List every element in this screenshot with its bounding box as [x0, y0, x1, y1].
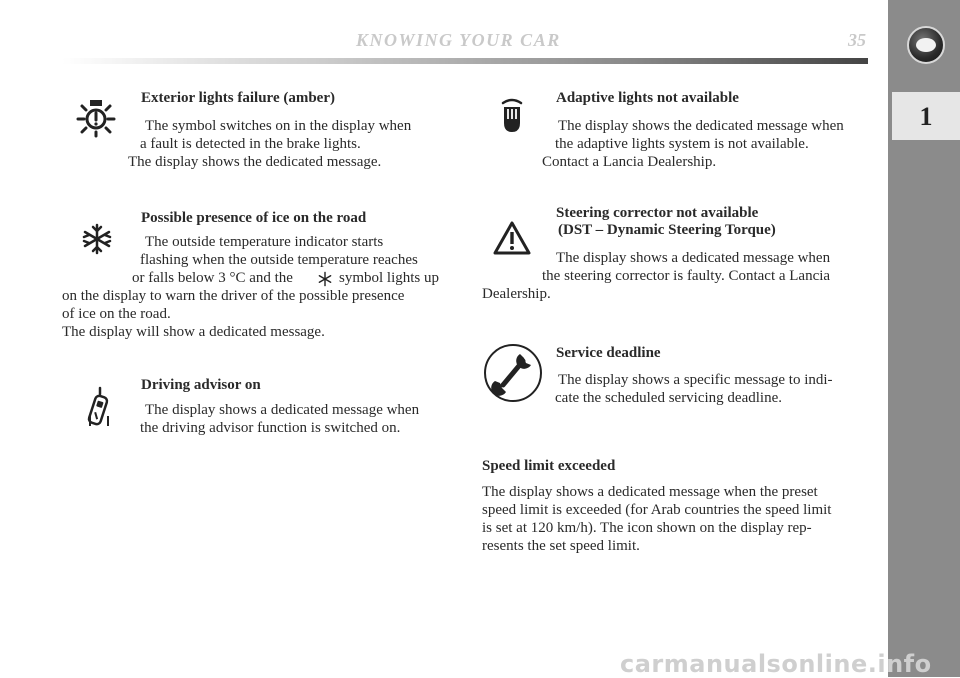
section-heading: Possible presence of ice on the road	[141, 210, 367, 226]
section-heading: Exterior lights failure (amber)	[141, 90, 335, 106]
chapter-tab[interactable]	[892, 92, 960, 140]
running-header-title: KNOWING YOUR CAR	[356, 30, 561, 50]
body-line: The display shows the dedicated message when	[558, 118, 844, 134]
body-line: The symbol switches on in the display when	[145, 118, 412, 134]
body-line: cate the scheduled servicing deadline.	[555, 390, 782, 406]
body-line: The display shows a dedicated message when	[556, 250, 831, 266]
lancia-logo-icon	[907, 26, 945, 64]
body-line: a fault is detected in the brake lights.	[140, 136, 361, 152]
header-rule	[62, 58, 868, 64]
section-heading: Driving advisor on	[141, 377, 261, 393]
warning-triangle-icon	[492, 220, 532, 256]
section-heading: Steering corrector not available	[556, 205, 759, 221]
body-line: the adaptive lights system is not available.	[555, 136, 809, 152]
body-line: The display shows a dedicated message when	[145, 402, 420, 418]
body-line: The display shows a specific message to indi-	[558, 372, 833, 388]
wrench-icon	[482, 342, 544, 404]
section-heading: Speed limit exceeded	[482, 458, 616, 474]
body-line: speed limit is exceeded (for Arab countries the speed limit	[482, 502, 832, 518]
body-line: The display shows a dedicated message when the preset	[482, 484, 818, 500]
body-line: The display shows the dedicated message.	[128, 154, 382, 170]
body-line: The display will show a dedicated message.	[62, 324, 325, 340]
adaptive-lights-icon	[499, 97, 525, 135]
exterior-lights-failure-icon	[68, 98, 124, 138]
page-number: 35	[848, 30, 866, 50]
body-line: symbol lights up	[339, 270, 440, 286]
watermark: carmanualsonline.info	[620, 650, 932, 678]
body-line: flashing when the outside temperature reaches	[140, 252, 418, 268]
body-line: Contact a Lancia Dealership.	[542, 154, 717, 170]
body-line: on the display to warn the driver of the possible presence	[62, 288, 405, 304]
body-line: resents the set speed limit.	[482, 538, 640, 554]
body-line: is set at 120 km/h). The icon shown on the display rep-	[482, 520, 812, 536]
section-heading-subtitle: (DST – Dynamic Steering Torque)	[558, 222, 776, 238]
body-line: The outside temperature indicator starts	[145, 234, 384, 250]
snowflake-inline-icon	[317, 271, 333, 287]
section-heading: Adaptive lights not available	[556, 90, 739, 106]
body-line: of ice on the road.	[62, 306, 171, 322]
driving-advisor-icon	[84, 386, 112, 430]
body-line: Dealership.	[482, 286, 551, 302]
body-line: the driving advisor function is switched on.	[140, 420, 401, 436]
snowflake-icon	[80, 222, 114, 256]
section-heading: Service deadline	[556, 345, 661, 361]
body-line: or falls below 3 °C and the	[132, 270, 293, 286]
chapter-number: 1	[919, 102, 933, 131]
body-line: the steering corrector is faulty. Contact a Lancia	[542, 268, 831, 284]
